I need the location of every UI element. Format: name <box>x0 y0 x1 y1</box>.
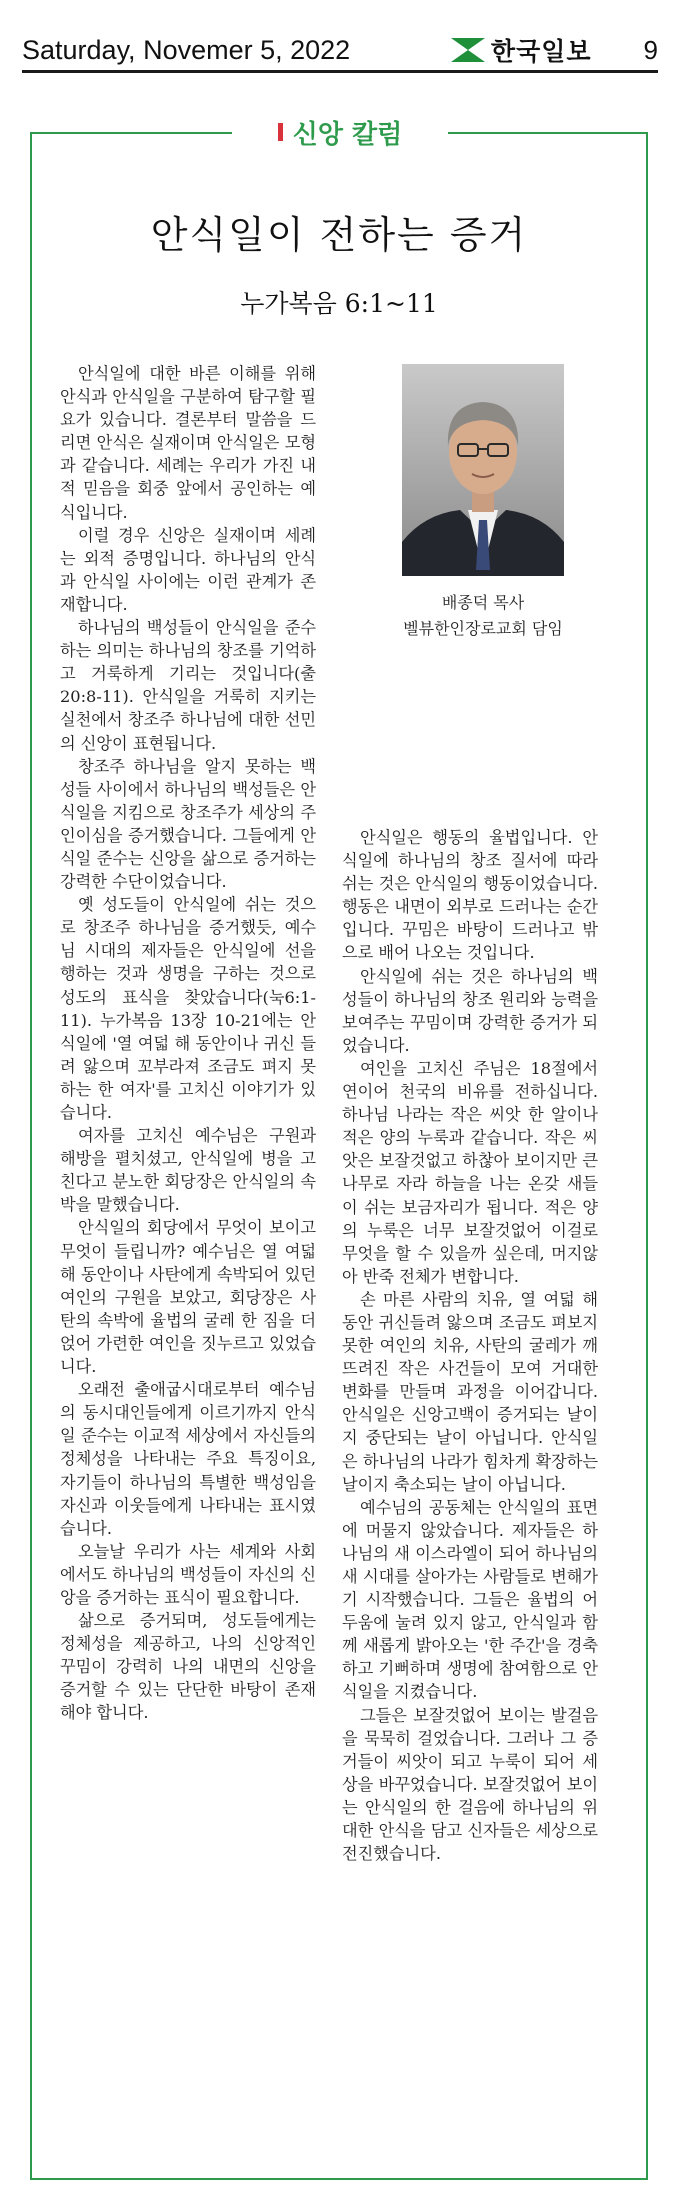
paragraph: 오늘날 우리가 사는 세계와 사회에서도 하나님의 백성들이 자신의 신앙을 증거하는 표식이 필요합니다. <box>60 1541 316 1607</box>
masthead <box>22 30 658 73</box>
author-portrait-icon <box>402 364 564 576</box>
author-name: 배종덕 목사 <box>441 593 525 612</box>
paragraph: 그들은 보잘것없어 보이는 발걸음을 묵묵히 걸었습니다. 그러나 그 증거들이 씨앗이 되고 누룩이 되어 세상을 바꾸었습니다. 보잘것없어 보이는 안식일의 한 걸음에 하나님의 위대한 안식을 담고 신자들은 세상으로 전진했습니다. <box>342 1705 598 1864</box>
paragraph: 손 마른 사람의 치유, 열 여덟 해 동안 귀신들려 앓으며 조금도 펴보지 못한 여인의 치유, 사탄의 굴레가 깨뜨려진 작은 사건들이 모여 거대한 변화를 만들며 과정을 이어갑니다. 안식일은 신앙고백이 증거되는 날이지 중단되는 날이 아닙니다. 안식일은 하나님의 나라가 힘차게 확장하는 날이지 축소되는 날이 아닙니다. <box>342 1289 598 1494</box>
section-marker-icon <box>278 123 283 141</box>
paragraph: 삶으로 증거되며, 성도들에게는 정체성을 제공하고, 나의 신앙적인 꾸밈이 강력히 나의 내면의 신앙을 증거할 수 있는 단단한 바탕이 존재해야 합니다. <box>60 1611 316 1723</box>
paragraph: 이럴 경우 신앙은 실재이며 세례는 외적 증명입니다. 하나님의 안식과 안식일 사이에는 이런 관계가 존재합니다. <box>60 525 316 614</box>
section-header <box>232 112 448 152</box>
section-label: 신앙 칼럼 <box>292 119 403 150</box>
paragraph: 안식일에 쉬는 것은 하나님의 백성들이 하나님의 창조 원리와 능력을 보여주는 꾸밈이며 강력한 증거가 되었습니다. <box>342 966 598 1055</box>
paragraph: 안식일은 행동의 율법입니다. 안식일에 하나님의 창조 질서에 따라 쉬는 것은 안식일의 행동이었습니다. 행동은 내면이 외부로 드러나는 순간입니다. 꾸밈은 바탕이 드러나고 밖으로 배어 나오는 것입니다. <box>342 828 598 963</box>
paper-name: 한국일보 <box>490 37 592 66</box>
masthead-right <box>451 32 658 68</box>
paragraph: 예수님의 공동체는 안식일의 표면에 머물지 않았습니다. 제자들은 하나님의 새 이스라엘이 되어 하나님의 새 시대를 살아가는 사람들로 변해가기 시작했습니다. 그들은 율법의 어두움에 눌려 있지 않고, 안식일과 함께 새롭게 밝아오는 '한 주간'을 경축하고 기뻐하며 생명에 참여함으로 안식일을 지켰습니다. <box>342 1497 598 1702</box>
paragraph: 안식일에 대한 바른 이해를 위해 안식과 안식일을 구분하여 탐구할 필요가 있습니다. 결론부터 말씀을 드리면 안식은 실재이며 안식일은 모형과 같습니다. 세례는 우리가 가진 내적 믿음을 회중 앞에서 공인하는 예식입니다. <box>60 364 316 522</box>
article-title: 안식일이 전하는 증거 <box>150 213 528 257</box>
paragraph: 오래전 출애굽시대로부터 예수님의 동시대인들에게 이르기까지 안식일 준수는 이교적 세상에서 자신들의 정체성을 나타내는 주요 특징이요, 자기들이 하나님의 특별한 백성임을 자신과 이웃들에게 나타내는 표시였습니다. <box>60 1380 316 1538</box>
paper-logo <box>451 32 592 68</box>
paragraph: 여인을 고치신 주님은 18절에서 연이어 천국의 비유를 전하십니다. 하나님 나라는 작은 씨앗 한 알이나 적은 양의 누룩과 같습니다. 작은 씨앗은 보잘것없고 하찮아 보이지만 큰 나무로 자라 하늘을 나는 온갖 새들이 쉬는 보금자리가 됩니다. 적은 양의 누룩은 너무 보잘것없어 이걸로 무엇을 할 수 있을까 싶은데, 머지않아 반죽 전체가 변합니다. <box>342 1058 598 1286</box>
paragraph: 하나님의 백성들이 안식일을 준수하는 의미는 하나님의 창조를 기억하고 거룩하게 기리는 것입니다(출20:8-11). 안식일을 거룩히 지키는 실천에서 창조주 하나님에 대한 선민의 신앙이 표현됩니다. <box>60 618 316 753</box>
article-column-right <box>342 826 598 1865</box>
paragraph: 옛 성도들이 안식일에 쉬는 것으로 창조주 하나님을 증거했듯, 예수님 시대의 제자들은 안식일에 선을 행하는 것과 생명을 구하는 것으로 성도의 표식을 찾았습니다(눅6:1-11). 누가복음 13장 10-21에는 안식일에 '열 여덟 해 동안이나 귀신 들려 앓으며 꼬부라져 조금도 펴지 못하는 한 여자'를 고치신 이야기가 있습니다. <box>60 895 316 1122</box>
hankook-ilbo-logo-icon <box>451 38 485 62</box>
author-caption <box>342 590 624 642</box>
author-photo <box>402 364 564 576</box>
page-number: 9 <box>643 34 658 65</box>
scripture-reference: 누가복음 6:1~11 <box>240 289 438 318</box>
paragraph: 창조주 하나님을 알지 못하는 백성들 사이에서 하나님의 백성들은 안식일을 지킴으로 창조주가 세상의 주인이심을 증거했습니다. 그들에게 안식일 준수는 신앙을 삶으로 증거하는 강력한 수단이었습니다. <box>60 756 316 892</box>
author-church: 벨뷰한인장로교회 담임 <box>403 619 563 638</box>
article-column-left <box>60 362 316 1725</box>
issue-date: Saturday, Novemer 5, 2022 <box>22 34 351 65</box>
paragraph: 여자를 고치신 예수님은 구원과 해방을 펼치셨고, 안식일에 병을 고친다고 분노한 회당장은 안식일의 속박을 말했습니다. <box>60 1126 316 1215</box>
paragraph: 안식일의 회당에서 무엇이 보이고 무엇이 들립니까? 예수님은 열 여덟 해 동안이나 사탄에게 속박되어 있던 여인의 구원을 보았고, 회당장은 사탄의 속박에 율법의 굴레 한 짐을 더 얹어 가련한 여인을 짓누르고 있었습니다. <box>60 1218 316 1377</box>
